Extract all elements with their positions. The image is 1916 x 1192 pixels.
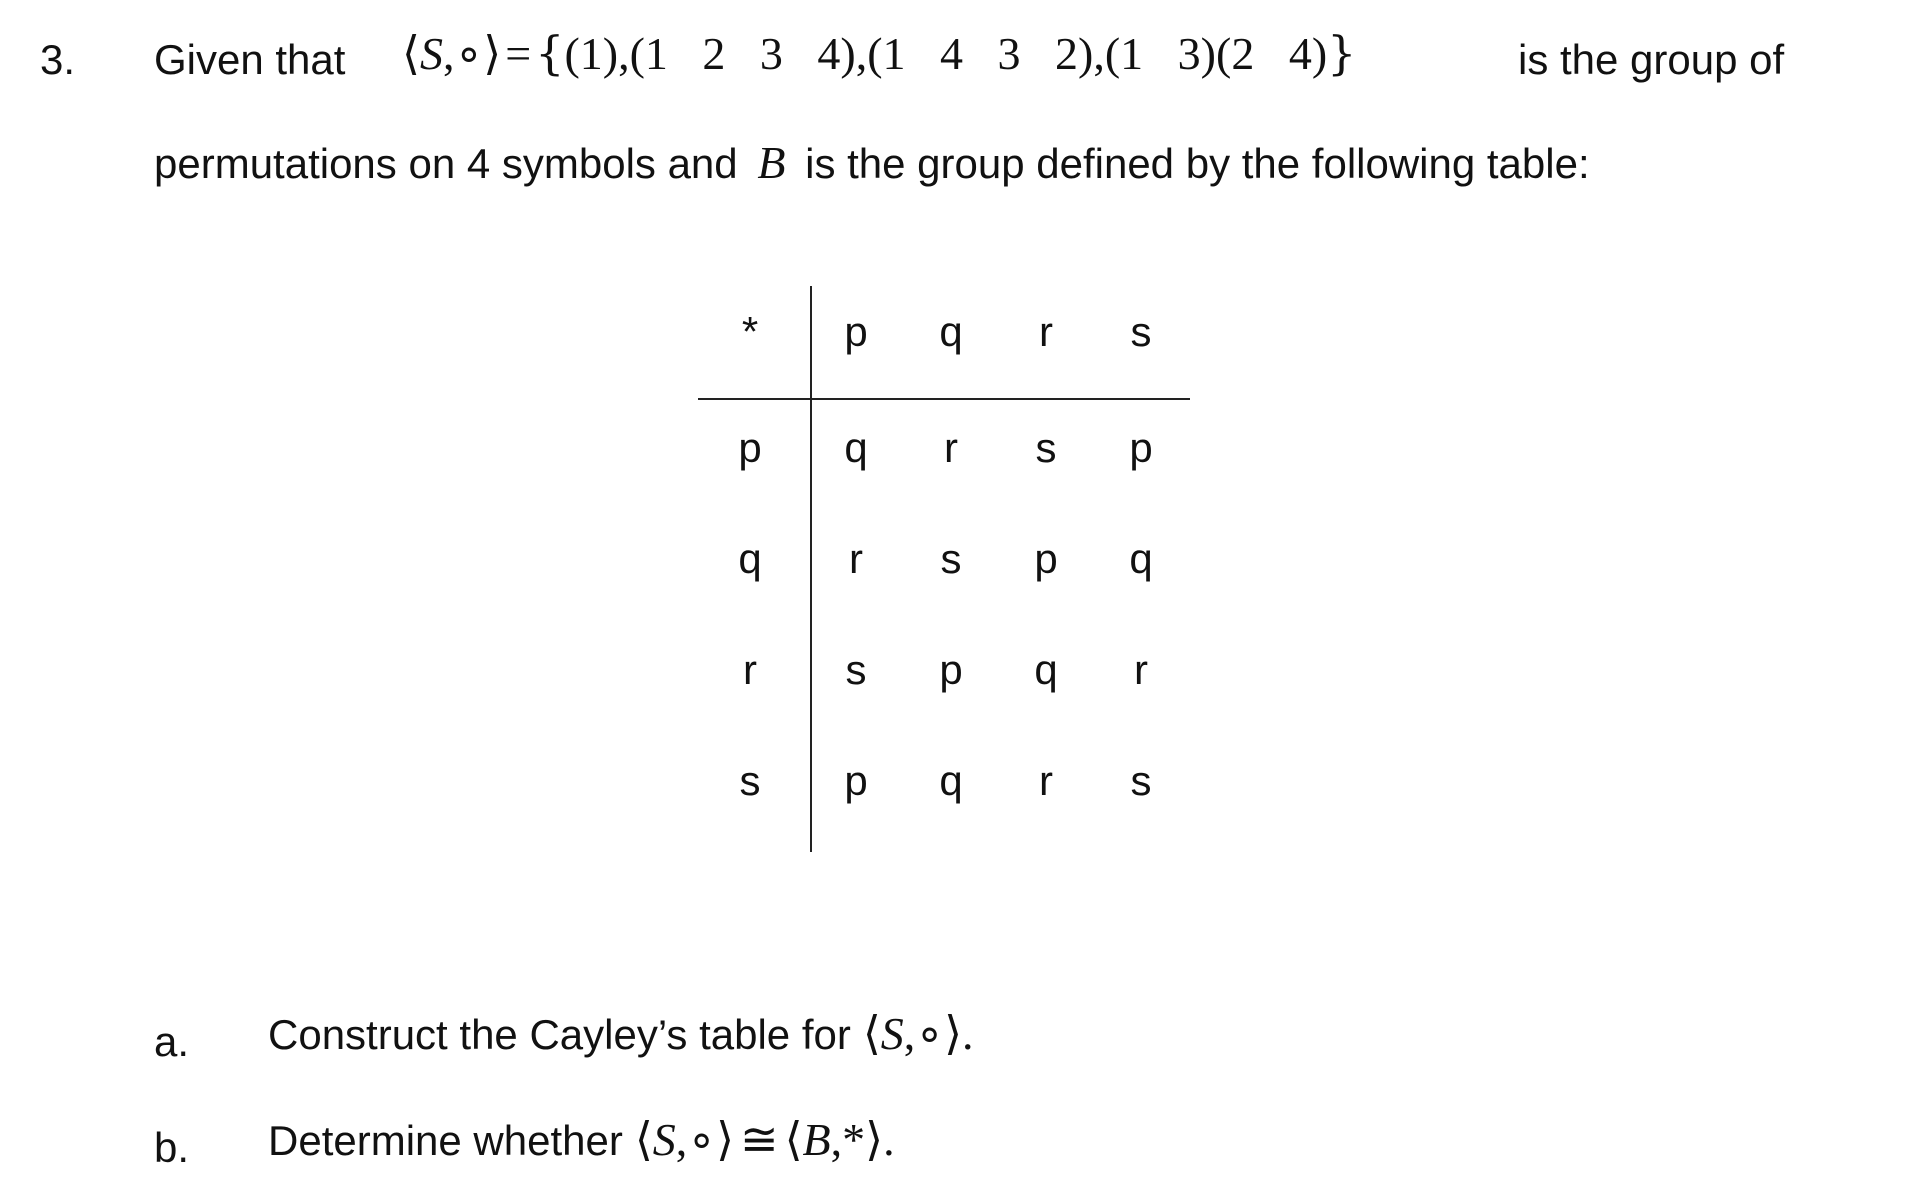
- element-identity: (1): [564, 28, 619, 79]
- comma: ,: [618, 28, 630, 79]
- table-cell: s: [1130, 757, 1152, 804]
- composition-operator: ∘: [454, 28, 484, 79]
- row-header: s: [739, 757, 761, 804]
- right-angle-bracket: ⟩: [944, 1006, 963, 1060]
- group-S-definition: [402, 26, 1356, 90]
- set-symbol: S: [652, 1114, 676, 1165]
- group-B-symbol: B: [757, 137, 786, 188]
- part-a-instruction: Construct the Cayley’s table for: [268, 1011, 851, 1058]
- right-angle-bracket: ⟩: [483, 26, 502, 80]
- row-header: p: [738, 424, 762, 471]
- comma: ,: [1093, 28, 1105, 79]
- left-angle-bracket: ⟨: [784, 1112, 803, 1166]
- table-cell: q: [1034, 646, 1058, 693]
- group-defined-text: is the group defined by the following table:: [805, 140, 1590, 187]
- table-cell: r: [944, 424, 958, 471]
- comma: ,: [442, 28, 455, 79]
- table-cell: r: [1134, 646, 1148, 693]
- part-b-text: [268, 1112, 895, 1166]
- left-angle-bracket: ⟨: [862, 1006, 881, 1060]
- table-cell: s: [1035, 424, 1057, 471]
- question-number: 3.: [40, 36, 76, 83]
- given-that-text: Given that: [154, 36, 346, 83]
- comma: ,: [903, 1008, 916, 1059]
- table-cell: p: [844, 757, 868, 804]
- element-cycle-1432: (1 4 3 2): [867, 28, 1094, 79]
- column-header: s: [1130, 308, 1152, 355]
- part-b-instruction: Determine whether: [268, 1117, 623, 1164]
- part-a-label: a.: [154, 1018, 190, 1065]
- left-brace: {: [535, 26, 565, 80]
- is-the-group-of-text: is the group of: [1518, 36, 1785, 83]
- set-symbol: S: [419, 28, 443, 79]
- left-angle-bracket: ⟨: [402, 26, 420, 80]
- permutations-text: permutations on 4 symbols and: [154, 140, 738, 187]
- comma: ,: [830, 1114, 843, 1165]
- table-cell: q: [1129, 535, 1153, 582]
- group-B-symbol: B: [802, 1114, 831, 1165]
- column-header: q: [939, 308, 963, 355]
- table-horizontal-rule: [698, 398, 1190, 400]
- table-cell: p: [939, 646, 963, 693]
- column-header: r: [1039, 308, 1053, 355]
- part-a-text: [268, 1006, 974, 1060]
- table-cell: q: [939, 757, 963, 804]
- period: .: [962, 1008, 974, 1059]
- table-cell: s: [845, 646, 867, 693]
- right-angle-bracket: ⟩: [865, 1112, 884, 1166]
- table-cell: q: [844, 424, 868, 471]
- star-operator: *: [842, 1114, 866, 1165]
- composition-operator: ∘: [687, 1114, 717, 1165]
- table-operation-symbol: *: [741, 308, 759, 355]
- composition-operator: ∘: [915, 1008, 945, 1059]
- right-brace: }: [1327, 26, 1357, 80]
- left-angle-bracket: ⟨: [634, 1112, 653, 1166]
- isomorphic-symbol: ≅: [740, 1114, 779, 1165]
- table-cell: r: [849, 535, 863, 582]
- table-cell: r: [1039, 757, 1053, 804]
- comma: ,: [675, 1114, 688, 1165]
- element-cycle-1234: (1 2 3 4): [629, 28, 856, 79]
- row-header: r: [743, 646, 757, 693]
- row-header: q: [738, 535, 762, 582]
- part-b-label: b.: [154, 1124, 190, 1171]
- equals-sign: =: [505, 28, 532, 79]
- line2-intro: [154, 136, 1590, 189]
- table-cell: p: [1129, 424, 1153, 471]
- right-angle-bracket: ⟩: [716, 1112, 735, 1166]
- column-header: p: [844, 308, 868, 355]
- comma: ,: [855, 28, 868, 79]
- table-cell: s: [940, 535, 962, 582]
- period: .: [883, 1114, 895, 1165]
- element-cycle-13-24: (1 3)(2 4): [1104, 28, 1328, 79]
- set-symbol: S: [880, 1008, 904, 1059]
- table-cell: p: [1034, 535, 1058, 582]
